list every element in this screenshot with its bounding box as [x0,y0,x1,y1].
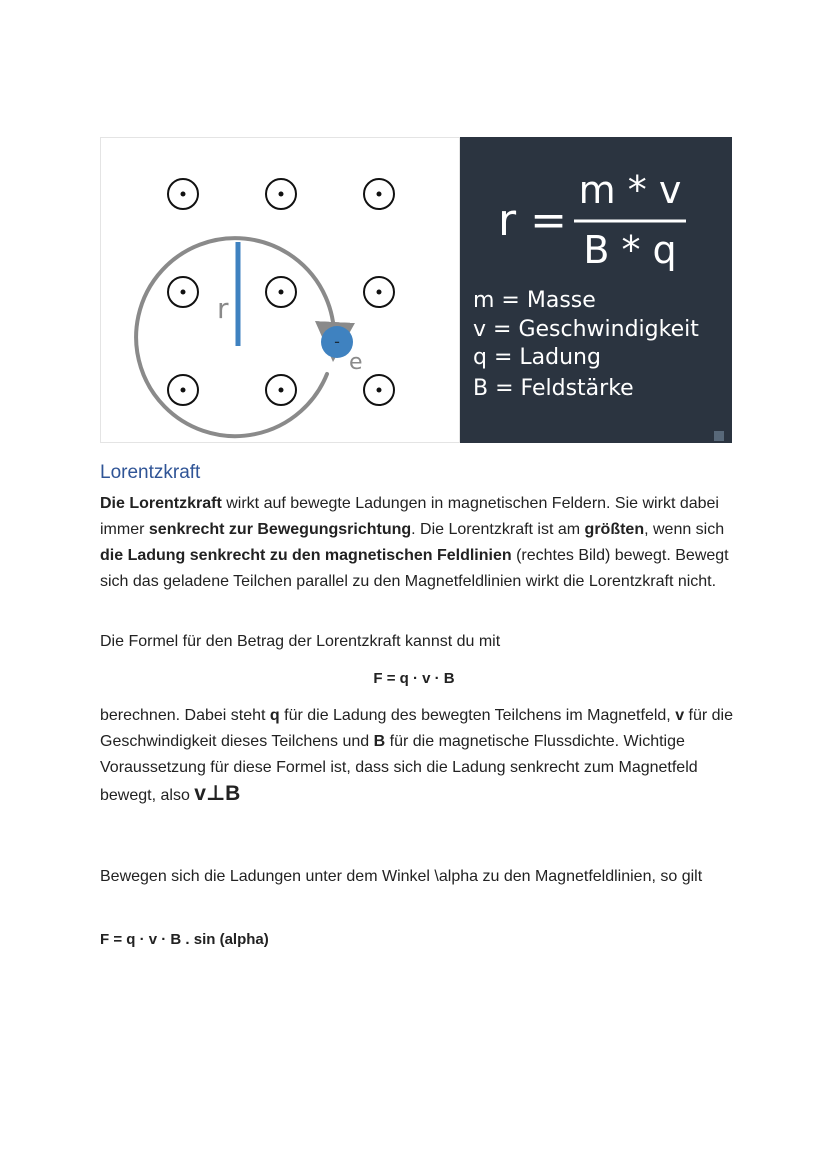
radius-label: r [217,292,229,325]
bold-term: v [675,707,685,724]
text-run: , wenn sich [644,521,725,538]
field-out-of-page-icon [266,179,296,209]
corner-logo-icon [714,431,724,441]
perpendicular-condition: v⊥B [194,782,241,805]
lorentz-formula: F = q · v · B [373,670,455,687]
field-out-of-page-icon [168,277,198,307]
text-run: für die Geschwindigkeit dieses Teilchens und [100,707,734,750]
field-out-of-page-icon [364,179,394,209]
field-out-of-page-icon [168,375,198,405]
field-out-of-page-icon [266,277,296,307]
electron-label: e [349,350,363,375]
radius-formula-numerator: m * v [578,168,682,212]
field-out-of-page-icon [364,375,394,405]
legend-field: B = Feldstärke [473,376,634,401]
text-run: . Die Lorentzkraft ist am [411,521,585,538]
field-diagram-panel [100,137,460,443]
bold-term: größten [584,521,645,538]
field-diagram [101,138,461,443]
text-run: für die magnetische Flussdichte. Wichtige Voraussetzung für diese Formel ist, dass sich die Ladung senkrecht zum Magnetfeld bewegt, also [100,733,698,804]
legend-mass: m = Masse [473,288,596,313]
field-out-of-page-icon [266,375,296,405]
text-run: (rechtes Bild) bewegt. Bewegt sich das geladene Teilchen parallel zu den Magnetfeldlinien wirkt die Lorentzkraft nicht. [100,547,729,590]
lorentz-figure [100,137,732,443]
radius-formula-denominator: B * q [583,228,677,272]
formula-intro-paragraph: Die Formel für den Betrag der Lorentzkraft kannst du mit [100,633,501,650]
radius-formula-lhs: r = [498,195,567,246]
legend-velocity: v = Geschwindigkeit [473,317,699,342]
text-run: für die Ladung des bewegten Teilchens im Magnetfeld, [279,707,676,724]
angle-paragraph: Bewegen sich die Ladungen unter dem Winkel \alpha zu den Magnetfeldlinien, so gilt [100,868,703,885]
text-run: berechnen. Dabei steht [100,707,270,724]
bold-term: Die Lorentzkraft [100,495,222,512]
bold-term: q [269,707,280,724]
bold-term: die Ladung senkrecht zu den magnetischen Feldlinien [100,547,512,564]
field-out-of-page-icon [168,179,198,209]
field-out-of-page-icon [364,277,394,307]
explanation-paragraph [100,703,740,809]
orbit-path [136,238,334,436]
bold-term: senkrecht zur Bewegungsrichtung [148,521,412,538]
charge-sign: - [334,332,340,351]
formula-board [460,137,732,443]
formula-board-panel [460,137,732,443]
legend-charge: q = Ladung [473,345,601,370]
text-run: wirkt auf bewegte Ladungen in magnetischen Feldern. Sie wirkt dabei immer [100,495,719,538]
lorentz-formula-angle: F = q · v · B . sin (alpha) [100,931,269,948]
intro-paragraph [100,491,740,595]
section-heading: Lorentzkraft [100,462,201,483]
bold-term: B [373,733,386,750]
